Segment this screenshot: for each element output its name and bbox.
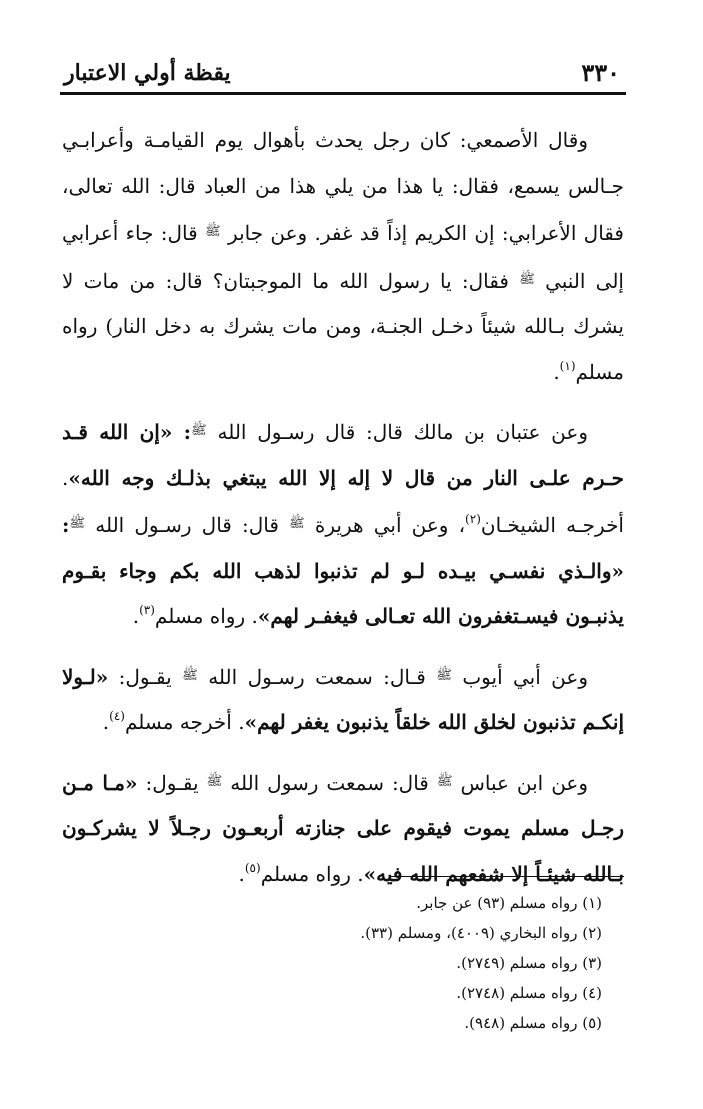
honorific-glyph: ﷺ xyxy=(519,271,535,287)
footnote-ref: (٥) xyxy=(244,860,261,875)
honorific-glyph: ﷺ xyxy=(69,516,86,531)
body-text-run: . رواه مسلم xyxy=(260,861,364,886)
hadith-quote: : «والـذي نفسـي بيـده لـو لم تذنبوا لذهب الله بكم وجاء بقـوم يذنبـون فيسـتغفرون الله تعـالى فيغفـر لهم» xyxy=(62,513,625,628)
hadith-quote: : «إن الله قـد حـرم علـى النار من قال لا إله إلا الله يبتغي بذلـك وجه الله» xyxy=(62,420,624,490)
body-text-run: قال: جاء أعرابي إلى النبي xyxy=(62,221,624,293)
footnote: (٢) رواه البخاري (٤٠٠٩)، ومسلم (٣٣). xyxy=(360,924,602,942)
body-text-run: وعن ابن عباس xyxy=(452,770,589,795)
body-text-run: وقال الأصمعي: كان رجل يحدث بأهوال يوم القيامـة وأعرابـي جـالس يسمع، فقال: يا هذا من يلي هذا من العباد قال: الله تعالى، فقال الأعرابي: إن الكريم إذاً قد غفر. وعن جابر xyxy=(62,128,624,245)
honorific-glyph: ﷺ xyxy=(436,773,453,789)
honorific-glyph: ﷺ xyxy=(205,224,221,239)
footnote: (٤) رواه مسلم (٢٧٤٨). xyxy=(456,984,602,1002)
honorific-glyph: ﷺ xyxy=(436,667,452,683)
body-text-run: ، وعن أبي هريرة xyxy=(304,513,466,537)
body-text-run: وعن عتبان بن مالك قال: قال رسـول الله xyxy=(206,420,588,444)
paragraph xyxy=(62,653,624,746)
footnotes xyxy=(62,888,624,1038)
honorific-glyph: ﷺ xyxy=(191,423,207,438)
footnote-rule xyxy=(390,876,624,877)
body-text-run: . xyxy=(102,710,110,734)
paragraph xyxy=(62,118,624,395)
body-text-run: فقال: يا رسول الله ما الموجبتان؟ قال: من مات لا يشرك بـالله شيئاً دخـل الجنـة، ومن مات يشرك به دخل النار) رواه مسلم xyxy=(62,268,624,384)
body-text-run: قال: قال رسـول الله xyxy=(85,513,290,537)
footnote: (٥) رواه مسلم (٩٤٨). xyxy=(464,1014,602,1032)
body-text-run: يقـول: xyxy=(108,664,183,689)
footnote: (١) رواه مسلم (٩٣) عن جابر. xyxy=(416,894,602,912)
body-text-run: قال: سمعت رسول الله xyxy=(222,770,437,795)
honorific-glyph: ﷺ xyxy=(182,667,198,683)
body-text-run: . xyxy=(553,359,560,384)
footnote-ref: (١) xyxy=(559,358,576,373)
body-text-run: قـال: سمعت رسـول الله xyxy=(197,664,437,689)
body-text-run: . xyxy=(132,604,140,628)
hadith-quote: «مـا مـن رجـل مسلم يموت فيقوم على جنازته أربعـون رجـلاً لا يشركـون بـالله شيئـاً إلا شفعهم الله فيه» xyxy=(62,770,624,886)
body-text-run: . أخرجه مسلم xyxy=(124,710,245,734)
body-text-run: وعن أبي أيوب xyxy=(451,664,588,689)
page-number: ٣٣٠ xyxy=(581,58,620,87)
body-text-run: . xyxy=(238,861,245,886)
footnote: (٣) رواه مسلم (٢٧٤٩). xyxy=(456,954,602,972)
honorific-glyph: ﷺ xyxy=(206,773,223,789)
footnote-ref: (٤) xyxy=(109,709,125,723)
footnote-ref: (٣) xyxy=(139,603,155,617)
body-text-run: يقـول: xyxy=(137,770,207,795)
footnote-ref: (٢) xyxy=(465,512,481,526)
body-text-run: . أخرجـه الشيخـان xyxy=(62,465,624,537)
honorific-glyph: ﷺ xyxy=(289,516,305,531)
hadith-quote: «لـولا إنكـم تذنبون لخلق الله خلقاً يذنبون يغفر لهم» xyxy=(62,664,624,734)
body-text-run: . رواه مسلم xyxy=(154,604,258,628)
book-title: يقظة أولي الاعتبار xyxy=(64,60,231,86)
header-rule xyxy=(60,92,626,95)
running-head xyxy=(62,52,624,92)
paragraph xyxy=(62,408,624,640)
body-text xyxy=(62,118,624,897)
